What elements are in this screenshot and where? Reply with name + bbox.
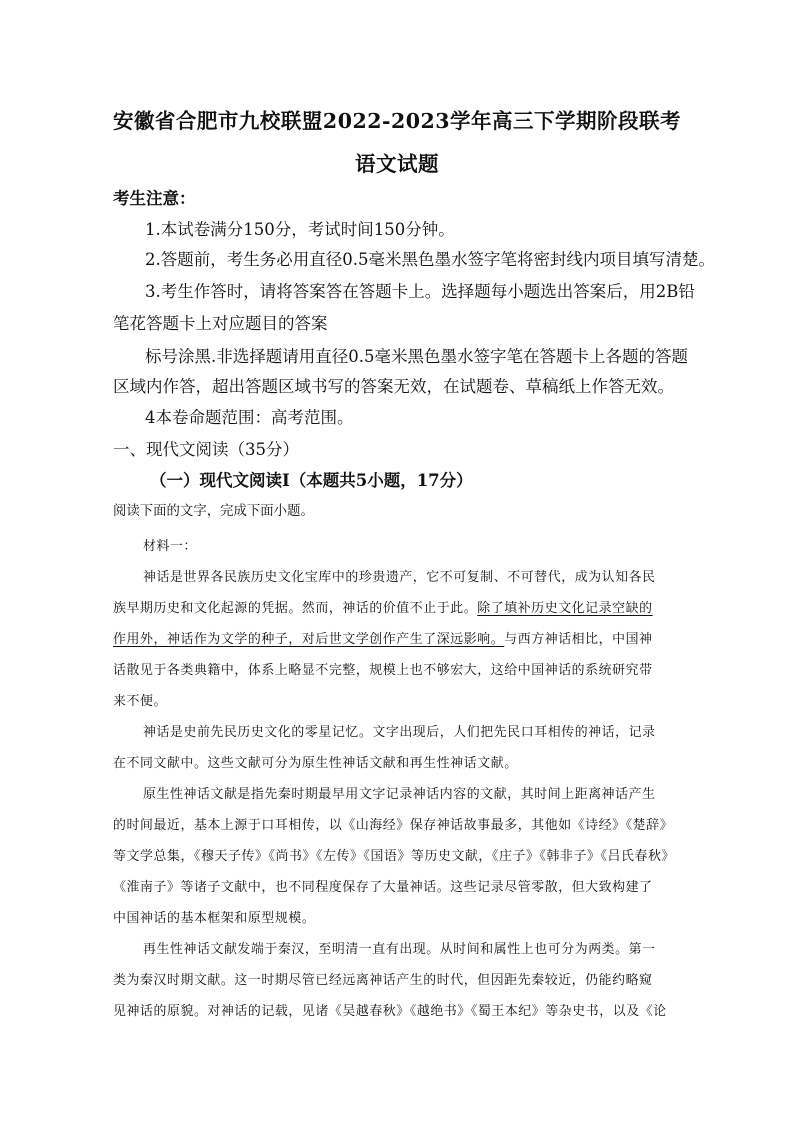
- paragraph-1-line-5: 来不便。: [113, 694, 167, 709]
- paragraph-4-line-3: 见神话的原貌。对神话的记载，见诸《吴越春秋》《越绝书》《蜀王本纪》等杂史书，以及《论: [113, 1004, 667, 1019]
- paragraph-4-line-1: 再生性神话文献发端于秦汉，至明清一直有出现。从时间和属性上也可分为两类。第一: [143, 942, 656, 957]
- paragraph-3-line-1: 原生性神话文献是指先秦时期最早用文字记录神话内容的文献，其时间上距离神话产生: [143, 787, 656, 802]
- notice-item-3-line-2: 笔花答题卡上对应题目的答案: [113, 314, 328, 333]
- paragraph-1-line-1: 神话是世界各民族历史文化宝库中的珍贵遗产，它不可复制、不可替代，成为认知各民: [143, 570, 656, 585]
- paragraph-3-line-2: 的时间最近，基本上源于口耳相传，以《山海经》保存神话故事最多，其他如《诗经》《楚辞》: [113, 818, 674, 833]
- paragraph-2-line-2: 在不同文献中。这些文献可分为原生性神话文献和再生性神话文献。: [113, 756, 518, 771]
- document-subtitle: 语文试题: [355, 152, 439, 176]
- paragraph-1-line-2-text: 族早期历史和文化起源的凭据。然而，神话的价值不止于此。: [113, 601, 478, 616]
- section-heading: 一、现代文阅读（35分）: [113, 440, 299, 459]
- paragraph-1-line-3: [113, 628, 653, 647]
- paragraph-4-line-2: 类为秦汉时期文献。这一时期尽管已经远离神话产生的时代，但因距先秦较近，仍能约略窥: [113, 973, 653, 988]
- notice-item-3-line-1: 3.考生作答时，请将答案答在答题卡上。选择题每小题选出答案后，用2B铅: [145, 282, 695, 301]
- notice-item-3-line-4: 区域内作答，超出答题区域书写的答案无效，在试题卷、草稿纸上作答无效。: [113, 377, 674, 396]
- paragraph-1-line-2: [113, 597, 653, 616]
- paragraph-3-line-3: 等文学总集，《穆天子传》《尚书》《左传》《国语》等历史文献，《庄子》《韩非子》《吕氏春秋》: [113, 849, 675, 864]
- underlined-sentence-part-1: 除了填补历史文化记录空缺的: [477, 601, 653, 616]
- section-subheading: （一）现代文阅读Ⅰ（本题共5小题，17分）: [150, 471, 473, 490]
- underlined-sentence-part-2: 作用外，神话作为文学的种子，对后世文学创作产生了深远影响。: [113, 632, 505, 647]
- paragraph-1-line-3-text: 与西方神话相比，中国神: [504, 632, 653, 647]
- paragraph-2-line-1: 神话是史前先民历史文化的零星记忆。文字出现后，人们把先民口耳相传的神话，记录: [143, 725, 656, 740]
- paragraph-1-line-4: 话散见于各类典籍中，体系上略显不完整，规模上也不够宏大，这给中国神话的系统研究带: [113, 663, 653, 678]
- notice-item-1: 1.本试卷满分150分，考试时间150分钟。: [145, 220, 455, 239]
- paragraph-3-line-4: 《淮南子》等诸子文献中，也不同程度保存了大量神话。这些记录尽管零散，但大致构建了: [113, 880, 653, 895]
- notice-item-3-line-3: 标号涂黑.非选择题请用直径0.5毫米黑色墨水签字笔在答题卡上各题的答题: [145, 347, 688, 366]
- notice-item-4: 4本卷命题范围：高考范围。: [145, 408, 354, 427]
- document-title: 安徽省合肥市九校联盟2022-2023学年高三下学期阶段联考: [112, 109, 682, 133]
- notice-heading: 考生注意：: [113, 189, 196, 208]
- material-label: 材料一：: [143, 539, 197, 554]
- paragraph-3-line-5: 中国神话的基本框架和原型规模。: [113, 911, 316, 926]
- notice-item-2: 2.答题前，考生务必用直径0.5毫米黑色墨水签字笔将密封线内项目填写清楚。: [145, 250, 715, 269]
- reading-instruction: 阅读下面的文字，完成下面小题。: [113, 504, 314, 519]
